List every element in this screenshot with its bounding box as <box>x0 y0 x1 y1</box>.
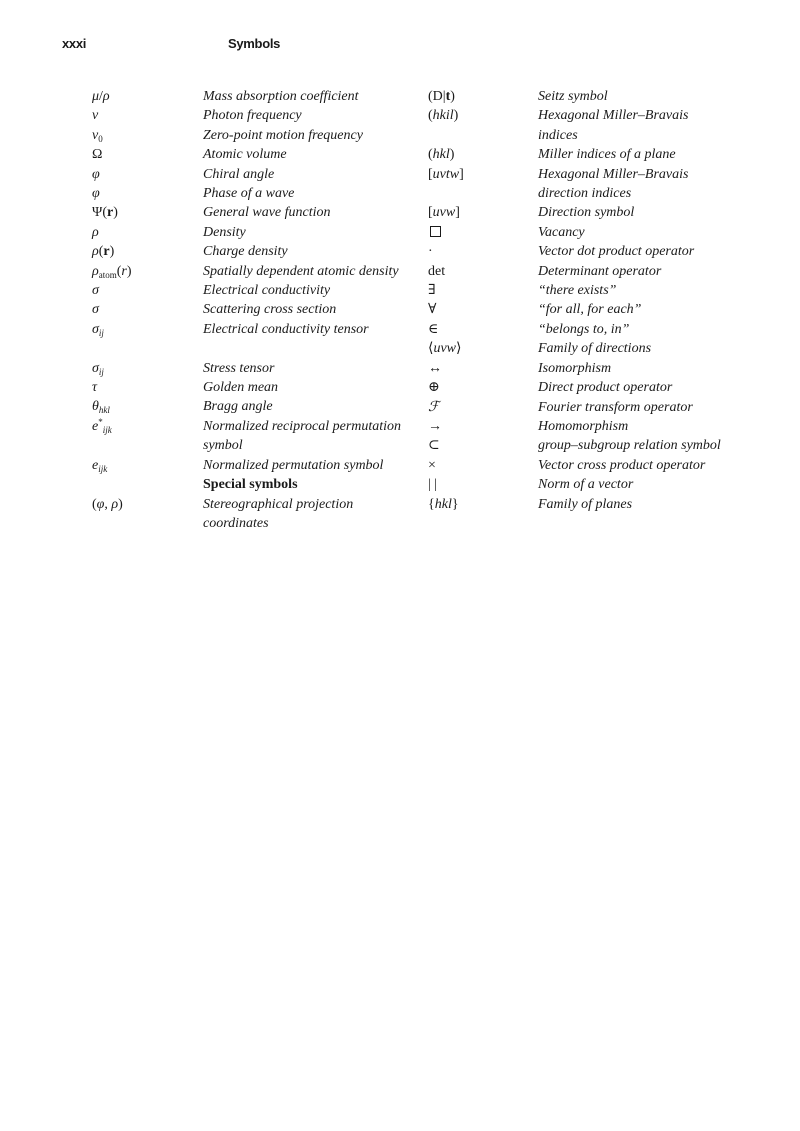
symbol-entry <box>92 106 402 125</box>
symbol: {hkl} <box>428 496 459 512</box>
symbol: det <box>428 263 446 279</box>
symbol-description: Isomorphism <box>538 360 612 376</box>
symbol-entry <box>428 475 728 494</box>
symbol: ν <box>92 108 99 124</box>
symbol: φ <box>92 166 100 182</box>
symbol-entry <box>428 242 728 261</box>
symbol-entry <box>428 495 728 514</box>
symbol-entry <box>92 300 402 319</box>
page-header <box>62 36 740 56</box>
symbol-description: Stereographical projection coordinates <box>203 496 354 531</box>
symbol <box>428 223 538 242</box>
symbol-entry <box>92 456 402 475</box>
symbol: $\nu_0$ <box>92 127 103 144</box>
symbol-description: Miller indices of a plane <box>538 147 676 163</box>
symbol-entry <box>92 320 402 339</box>
symbol-entry <box>92 203 402 222</box>
symbol: ∀ <box>428 302 437 318</box>
symbol: ⊕ <box>428 380 440 396</box>
symbol: σ <box>92 283 99 299</box>
symbol: | | <box>428 477 438 493</box>
symbol-entry <box>428 87 728 106</box>
symbol-description: “for all, for each” <box>538 302 642 318</box>
symbol: $\rho_{atom}(r)$ <box>92 263 132 280</box>
symbol-entry <box>428 300 728 319</box>
symbol-entry <box>428 223 728 242</box>
symbol: ⟨uvw⟩ <box>428 341 462 357</box>
symbol: Ω <box>92 147 103 163</box>
symbol-description: Fourier transform operator <box>538 399 693 415</box>
symbol-description: Vacancy <box>538 224 585 240</box>
symbol: [uvw] <box>428 205 460 221</box>
symbol: σ <box>92 302 99 318</box>
symbol-description: Chiral angle <box>203 166 275 182</box>
symbol: [uvtw] <box>428 166 464 182</box>
symbol-description: “belongs to, in” <box>538 321 630 337</box>
symbol: $\sigma_{ij}$ <box>92 360 104 377</box>
symbol-description: Mass absorption coefficient <box>203 89 359 104</box>
symbol-description: Electrical conductivity tensor <box>203 321 369 337</box>
symbol-entry <box>92 378 402 397</box>
symbol: ρ(r) <box>92 244 115 260</box>
symbol-description: Photon frequency <box>203 108 302 124</box>
symbol-description: Atomic volume <box>203 147 287 163</box>
symbol-entry <box>92 223 402 242</box>
symbol-entry <box>428 456 728 475</box>
page-number: xxxi <box>62 36 87 51</box>
symbol: (φ, ρ) <box>92 496 123 512</box>
symbol-entry <box>92 126 402 145</box>
symbol-description: Norm of a vector <box>538 477 634 493</box>
symbol-entry <box>92 417 402 456</box>
symbol-entry <box>428 398 728 417</box>
symbol: φ <box>92 186 100 202</box>
symbol: ↔ <box>428 360 442 376</box>
symbol: ⊂ <box>428 438 440 454</box>
symbol-entry <box>92 495 402 534</box>
symbol-entry <box>92 87 402 106</box>
spacer <box>92 339 402 358</box>
symbol-description: Seitz symbol <box>538 89 608 104</box>
symbol: $\theta_{hkl}$ <box>92 399 110 416</box>
symbol-description: group–subgroup relation symbol <box>538 438 721 454</box>
symbol-description: Zero-point motion frequency <box>203 127 363 143</box>
symbol-description: Hexagonal Miller–Bravais indices <box>538 108 689 143</box>
symbol-entry <box>92 145 402 164</box>
symbol-description: Family of directions <box>538 341 652 357</box>
symbol-entry <box>92 281 402 300</box>
symbol: τ <box>92 380 98 396</box>
symbol-description: Golden mean <box>203 380 279 396</box>
symbol-entry <box>428 165 728 204</box>
symbol-description: General wave function <box>203 205 331 221</box>
symbol: × <box>428 457 436 473</box>
special-symbols-heading: Special symbols <box>203 477 298 493</box>
symbol-description: Normalized permutation symbol <box>203 457 384 473</box>
symbol-entry <box>92 184 402 203</box>
symbol-description: Vector dot product operator <box>538 244 695 260</box>
symbol: (hkil) <box>428 108 459 124</box>
symbol-description: Family of planes <box>538 496 633 512</box>
symbol-entry <box>428 436 728 455</box>
symbol-description: Bragg angle <box>203 399 273 415</box>
symbol-description: Phase of a wave <box>203 186 295 202</box>
symbol: Ψ(r) <box>92 205 118 221</box>
symbol: μ/ρ <box>92 89 110 104</box>
symbol-entry <box>428 417 728 436</box>
symbol-description: Normalized reciprocal permutation symbol <box>203 418 402 454</box>
symbol-description: Homomorphism <box>538 418 629 434</box>
symbol-entry <box>92 359 402 378</box>
symbol-description: Stress tensor <box>203 360 275 376</box>
symbol-entry <box>428 203 728 222</box>
symbol-description: Direction symbol <box>538 205 635 221</box>
symbol: $\sigma_{ij}$ <box>92 321 104 338</box>
symbol-description: Direct product operator <box>538 380 673 396</box>
symbol-entry <box>428 281 728 300</box>
symbol-description: Determinant operator <box>538 263 662 279</box>
symbol-entry <box>428 106 728 145</box>
symbol: (D|t) <box>428 89 455 104</box>
symbol-description: Electrical conductivity <box>203 283 331 299</box>
symbols-list-right <box>428 87 728 514</box>
symbol: $e_{ijk}$ <box>92 457 108 474</box>
symbol-entry <box>428 378 728 397</box>
symbol-entry <box>428 359 728 378</box>
symbol-entry <box>92 262 402 281</box>
symbol: $e^*_{ijk}$ <box>92 416 112 435</box>
symbol-description: “there exists” <box>538 283 617 299</box>
symbol-entry <box>92 242 402 261</box>
symbols-list-left <box>92 87 402 533</box>
symbol-entry <box>428 262 728 281</box>
symbol-entry <box>92 165 402 184</box>
symbol: → <box>428 418 442 434</box>
symbol-entry <box>428 145 728 164</box>
symbol-entry <box>428 339 728 358</box>
symbol-description: Spatially dependent atomic density <box>203 263 399 279</box>
symbol: ρ <box>92 224 99 240</box>
symbol: ℱ <box>428 399 440 415</box>
symbol-entry <box>428 320 728 339</box>
symbol-description: Scattering cross section <box>203 302 337 318</box>
special-symbols-heading-row <box>92 475 402 494</box>
symbol-description: Charge density <box>203 244 288 260</box>
symbol-description: Density <box>203 224 246 240</box>
symbol: · <box>428 244 433 260</box>
symbol: ∈ <box>428 321 439 337</box>
symbol: (hkl) <box>428 147 455 163</box>
vacancy-square-icon <box>430 226 441 237</box>
running-title: Symbols <box>228 36 281 51</box>
symbol-entry <box>92 397 402 416</box>
symbol-description: Hexagonal Miller–Bravais direction indices <box>538 166 689 202</box>
symbol: ∃ <box>428 283 436 299</box>
symbol-description: Vector cross product operator <box>538 457 706 473</box>
